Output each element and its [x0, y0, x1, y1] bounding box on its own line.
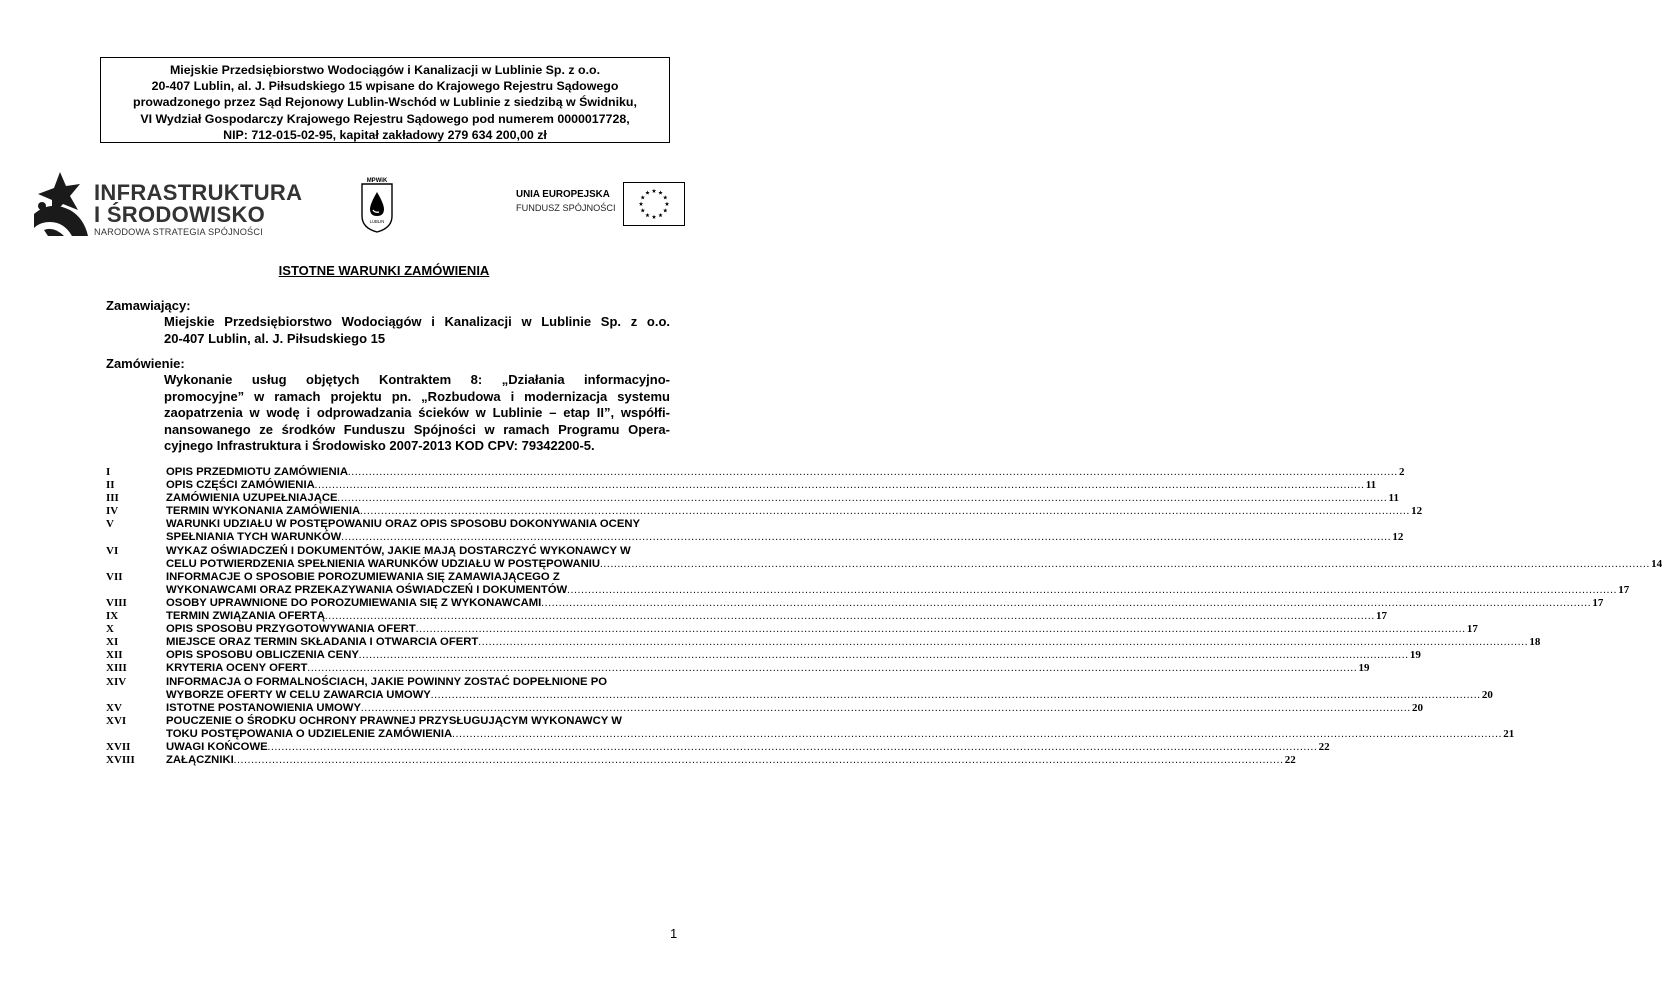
toc-dot-leader: ............................................................................................................................................................................................................................................................................................................: [452, 728, 1503, 740]
toc-dot-leader: ............................................................................................................................................................................................................................................................................................................: [337, 493, 1388, 505]
toc-entry[interactable]: [106, 479, 1377, 492]
toc-entry[interactable]: [106, 662, 1370, 675]
toc-dot-leader: ............................................................................................................................................................................................................................................................................................................: [360, 702, 1411, 714]
mpwik-logo-city: LUBLIN: [369, 219, 385, 224]
toc-entry-page: 12: [1392, 531, 1404, 544]
toc-entry[interactable]: [106, 466, 1405, 479]
toc-entry[interactable]: [106, 570, 1630, 597]
eu-flag-icon: [623, 182, 685, 226]
toc-entry[interactable]: [106, 714, 1515, 741]
toc-entry[interactable]: [106, 596, 1604, 610]
toc-entry-title: UWAGI KOŃCOWE: [166, 740, 268, 753]
toc-entry[interactable]: [106, 505, 1423, 518]
toc-entry-page: 12: [1411, 505, 1423, 518]
toc-dot-leader: ............................................................................................................................................................................................................................................................................................................: [358, 650, 1409, 662]
toc-entry-page: 18: [1529, 636, 1541, 649]
toc-entry-title: WYKAZ OŚWIADCZEŃ I DOKUMENTÓW, JAKIE MAJĄ DOSTARCZYĆ WYKONAWCY W: [166, 544, 631, 557]
toc-entry-page: 17: [1466, 623, 1478, 636]
toc-entry-number: XVI: [106, 714, 127, 727]
toc-entry-page: 17: [1592, 596, 1604, 609]
toc-entry-title: SPEŁNIANIA TYCH WARUNKÓW: [166, 531, 342, 544]
zamawiajacy-line: 20-407 Lublin, al. J. Piłsudskiego 15: [164, 330, 386, 346]
header-line: prowadzonego przez Sąd Rejonowy Lublin-Wschód w Lublinie z siedzibą w Świdniku,: [133, 95, 637, 110]
toc-entry[interactable]: [106, 623, 1478, 636]
eu-logo-line1: UNIA EUROPEJSKA: [516, 189, 610, 200]
zamowienie-line: nansowanego ze środków Funduszu Spójności w ramach Programu Opera-: [164, 421, 670, 437]
toc-entry-title: ZAŁĄCZNIKI: [166, 754, 234, 767]
toc-entry-page: 17: [1375, 610, 1387, 623]
toc-entry-title: ISTOTNE POSTANOWIENIA UMOWY: [166, 701, 361, 714]
toc-entry-page: 19: [1358, 662, 1370, 675]
zamowienie-line: promocyjne” w ramach projektu pn. „Rozbudowa i modernizacja systemu: [164, 388, 670, 404]
header-line: 20-407 Lublin, al. J. Piłsudskiego 15 wpisane do Krajowego Rejestru Sądowego: [151, 79, 619, 94]
toc-entry[interactable]: [106, 754, 1296, 767]
toc-entry[interactable]: [106, 544, 1662, 571]
toc-entry[interactable]: [106, 610, 1387, 623]
toc-entry-page: 22: [1284, 754, 1296, 767]
toc-entry-page: 17: [1618, 583, 1630, 596]
toc-entry-page: 19: [1409, 649, 1421, 662]
zamawiajacy-label: Zamawiający:: [106, 298, 191, 313]
toc-entry-title: TOKU POSTĘPOWANIA O UDZIELENIE ZAMÓWIENIA: [166, 727, 453, 740]
toc-dot-leader: ............................................................................................................................................................................................................................................................................................................: [430, 689, 1481, 701]
toc-dot-leader: ............................................................................................................................................................................................................................................................................................................: [233, 755, 1284, 767]
header-line: VI Wydział Gospodarczy Krajowego Rejestru Sądowego pod numerem 0000017728,: [140, 111, 630, 126]
header-line: NIP: 712-015-02-95, kapitał zakładowy 279 634 200,00 zł: [223, 127, 547, 142]
toc-entry[interactable]: [106, 636, 1541, 649]
company-header-box: [100, 57, 670, 143]
toc-entry-number: XVIII: [106, 754, 135, 767]
toc-entry-title: WARUNKI UDZIAŁU W POSTĘPOWANIU ORAZ OPIS SPOSOBU DOKONYWANIA OCENY: [166, 518, 641, 531]
toc-dot-leader: ............................................................................................................................................................................................................................................................................................................: [341, 532, 1392, 544]
document-title: ISTOTNE WARUNKI ZAMÓWIENIA: [278, 263, 490, 278]
toc-entry-title: INFORMACJE O SPOSOBIE POROZUMIEWANIA SIĘ ZAMAWIAJĄCEGO Z: [166, 570, 560, 583]
toc-entry-page: 20: [1411, 701, 1423, 714]
infrastruktura-star-icon: [30, 170, 92, 240]
toc-dot-leader: ............................................................................................................................................................................................................................................................................................................: [360, 506, 1411, 518]
eu-logo-line2: FUNDUSZ SPÓJNOŚCI: [516, 203, 616, 213]
toc-entry-page: 21: [1503, 727, 1515, 740]
toc-entry-title: WYKONAWCAMI ORAZ PRZEKAZYWANIA OŚWIADCZEŃ I DOKUMENTÓW: [166, 583, 568, 596]
toc-entry-number: IV: [106, 505, 119, 518]
zamowienie-body: [164, 372, 670, 455]
infrastruktura-logo-line2: I ŚRODOWISKO: [94, 202, 266, 227]
toc-entry-title: TERMIN ZWIĄZANIA OFERTĄ: [166, 610, 325, 623]
toc-entry-number: V: [106, 518, 114, 531]
toc-entry-title: OPIS SPOSOBU PRZYGOTOWYWANIA OFERT: [166, 623, 416, 636]
toc-entry-title: INFORMACJA O FORMALNOŚCIACH, JAKIE POWINNY ZOSTAĆ DOPEŁNIONE PO: [166, 675, 608, 688]
toc-entry-title: OSOBY UPRAWNIONE DO POROZUMIEWANIA SIĘ Z WYKONAWCAMI: [166, 596, 542, 609]
zamawiajacy-line: Miejskie Przedsiębiorstwo Wodociągów i Kanalizacji w Lublinie Sp. z o.o.: [164, 314, 670, 329]
toc-dot-leader: ............................................................................................................................................................................................................................................................................................................: [314, 480, 1365, 492]
toc-entry[interactable]: [106, 492, 1399, 505]
toc-entry-number: XII: [106, 649, 123, 662]
zamowienie-line: cyjnego Infrastruktura i Środowisko 2007-2013 KOD CPV: 79342200-5.: [164, 438, 595, 453]
toc-dot-leader: ............................................................................................................................................................................................................................................................................................................: [567, 584, 1618, 596]
toc-entry-title: ZAMÓWIENIA UZUPEŁNIAJĄCE: [166, 492, 338, 505]
zamawiajacy-body: [164, 314, 670, 347]
toc-entry-number: VI: [106, 544, 119, 557]
toc-dot-leader: ............................................................................................................................................................................................................................................................................................................: [348, 467, 1399, 478]
toc-entry-number: III: [106, 492, 119, 505]
toc-entry-page: 22: [1318, 740, 1330, 753]
toc-entry-page: 11: [1365, 479, 1377, 492]
toc-entry-title: KRYTERIA OCENY OFERT: [166, 662, 308, 675]
toc-entry-number: X: [106, 623, 114, 636]
toc-entry[interactable]: [106, 740, 1330, 754]
toc-dot-leader: ............................................................................................................................................................................................................................................................................................................: [324, 611, 1375, 623]
toc-entry[interactable]: [106, 675, 1493, 702]
page-number: 1: [670, 926, 678, 941]
toc-entry-number: XI: [106, 636, 119, 649]
toc-dot-leader: ............................................................................................................................................................................................................................................................................................................: [267, 741, 1318, 753]
toc-dot-leader: ............................................................................................................................................................................................................................................................................................................: [600, 558, 1651, 570]
toc-entry-page: 2: [1399, 466, 1405, 478]
toc-entry-number: IX: [106, 610, 119, 623]
toc-entry-page: 14: [1651, 557, 1662, 570]
toc-entry[interactable]: [106, 518, 1404, 544]
toc-entry-title: OPIS SPOSOBU OBLICZENIA CENY: [166, 649, 359, 662]
mpwik-logo-name: MPWiK: [366, 178, 388, 184]
toc-dot-leader: ............................................................................................................................................................................................................................................................................................................: [415, 624, 1466, 636]
toc-entry-page: 11: [1388, 492, 1399, 505]
toc-entry-number: XIII: [106, 662, 127, 675]
toc-entry-number: I: [106, 466, 111, 478]
infrastruktura-logo-line1: INFRASTRUKTURA: [94, 180, 303, 205]
zamowienie-line: Wykonanie usług objętych Kontraktem 8: „Działania informacyjno-: [164, 372, 670, 387]
table-of-contents: [106, 466, 1662, 767]
zamowienie-label: Zamówienie:: [106, 356, 185, 371]
toc-dot-leader: ............................................................................................................................................................................................................................................................................................................: [541, 597, 1592, 609]
toc-entry-number: XVII: [106, 740, 131, 753]
zamowienie-line: zaopatrzenia w wodę i odprowadzania ścieków w Lublinie – etap II”, współfi-: [164, 405, 670, 420]
infrastruktura-logo: [30, 170, 303, 240]
toc-entry-title: CELU POTWIERDZENIA SPEŁNIENIA WARUNKÓW UDZIAŁU W POSTĘPOWANIU: [166, 557, 601, 570]
eu-logo: [516, 182, 686, 226]
header-line: Miejskie Przedsiębiorstwo Wodociągów i Kanalizacji w Lublinie Sp. z o.o.: [169, 63, 601, 77]
mpwik-logo-icon: [360, 176, 394, 234]
toc-entry-number: XV: [106, 701, 122, 714]
toc-entry[interactable]: [106, 649, 1421, 662]
toc-entry-number: VII: [106, 570, 123, 583]
toc-entry-number: VIII: [106, 596, 127, 609]
toc-entry-title: OPIS PRZEDMIOTU ZAMÓWIENIA: [166, 466, 349, 478]
toc-entry-page: 20: [1481, 688, 1493, 701]
toc-entry-title: POUCZENIE O ŚRODKU OCHRONY PRAWNEJ PRZYSŁUGUJĄCYM WYKONAWCY W: [166, 714, 622, 727]
toc-entry-number: XIV: [106, 675, 127, 688]
toc-entry[interactable]: [106, 701, 1423, 715]
toc-dot-leader: ............................................................................................................................................................................................................................................................................................................: [478, 637, 1529, 649]
infrastruktura-logo-line3: NARODOWA STRATEGIA SPÓJNOŚCI: [94, 227, 263, 237]
toc-entry-title: TERMIN WYKONANIA ZAMÓWIENIA: [166, 505, 361, 518]
toc-entry-title: WYBORZE OFERTY W CELU ZAWARCIA UMOWY: [166, 688, 431, 701]
toc-entry-title: OPIS CZĘŚCI ZAMÓWIENIA: [166, 479, 315, 492]
toc-entry-number: II: [106, 479, 115, 492]
toc-dot-leader: ............................................................................................................................................................................................................................................................................................................: [307, 663, 1358, 675]
toc-entry-title: MIEJSCE ORAZ TERMIN SKŁADANIA I OTWARCIA OFERT: [166, 636, 479, 649]
